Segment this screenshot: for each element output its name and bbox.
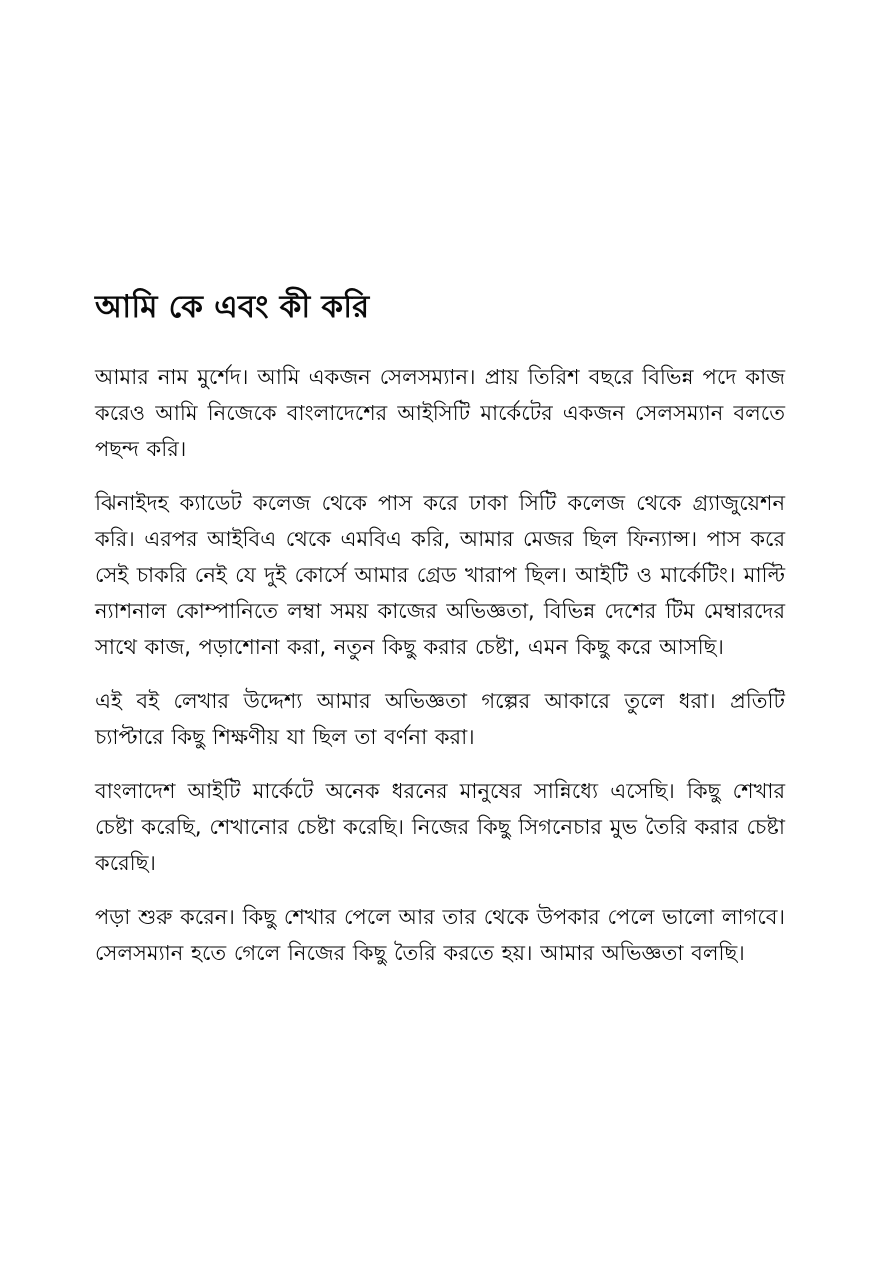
paragraph-book-purpose: এই বই লেখার উদ্দেশ্য আমার অভিজ্ঞতা গল্পের আকারে তুলে ধরা। প্রতিটি চ্যাপ্টারে কিছু শিক্ষণীয় যা ছিল তা বর্ণনা করা। (95, 689, 785, 749)
paragraph-it-market-experience: বাংলাদেশ আইটি মার্কেটে অনেক ধরনের মানুষের সান্নিধ্যে এসেছি। কিছু শেখার চেষ্টা করেছি, শেখানোর চেষ্টা করেছি। নিজের কিছু সিগনেচার মুভ তৈরি করার চেষ্টা করেছি। (95, 779, 785, 875)
paragraph-introduction: আমার নাম মুর্শেদ। আমি একজন সেলসম্যান। প্রায় তিরিশ বছরে বিভিন্ন পদে কাজ করেও আমি নিজেকে বাংলাদেশের আইসিটি মার্কেটের একজন সেলসম্যান বলতে পছন্দ করি। (95, 365, 785, 461)
chapter-content (95, 285, 785, 989)
paragraph-education-career: ঝিনাইদহ ক্যাডেট কলেজ থেকে পাস করে ঢাকা সিটি কলেজ থেকে গ্র্যাজুয়েশন করি। এরপর আইবিএ থেকে এমবিএ করি, আমার মেজর ছিল ফিন্যান্স। পাস করে সেই চাকরি নেই যে দুই কোর্সে আমার গ্রেড খারাপ ছিল। আইটি ও মার্কেটিং। মাল্টি ন্যাশনাল কোম্পানিতে লম্বা সময় কাজের অভিজ্ঞতা, বিভিন্ন দেশের টিম মেম্বারদের সাথে কাজ, পড়াশোনা করা, নতুন কিছু করার চেষ্টা, এমন কিছু করে আসছি। (95, 491, 785, 659)
paragraph-reading-invitation: পড়া শুরু করেন। কিছু শেখার পেলে আর তার থেকে উপকার পেলে ভালো লাগবে। সেলসম্যান হতে গেলে নিজের কিছু তৈরি করতে হয়। আমার অভিজ্ঞতা বলছি। (95, 905, 785, 965)
chapter-heading: আমি কে এবং কী করি (95, 289, 370, 325)
